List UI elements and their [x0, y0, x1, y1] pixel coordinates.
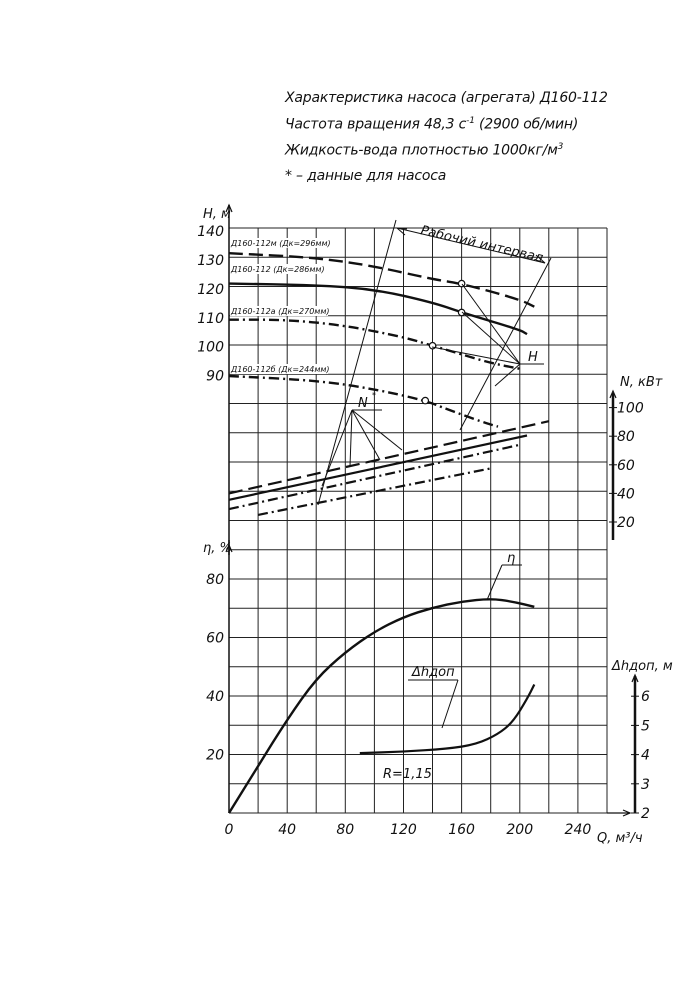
npsh-tick-label: 5 [641, 718, 650, 735]
speed-rpm: (2900 об/мин) [474, 116, 579, 133]
speed-superscript: -1 [466, 116, 475, 126]
q-tick-label: 40 [278, 822, 297, 838]
power-tick-label: 100 [617, 400, 644, 417]
power-curve-label-star: * [372, 391, 376, 400]
head-tick-label: 110 [197, 310, 224, 327]
footnote-line: * – данные для насоса [285, 168, 447, 184]
power-leader-line [350, 410, 352, 466]
head-tick-label: 140 [197, 224, 224, 241]
head-tick-label: 90 [206, 368, 224, 385]
q-tick-label: 80 [336, 822, 355, 838]
npsh-axis-label: Δhдоп, м [612, 659, 673, 674]
power-axis-label: N, кВт [620, 375, 663, 390]
power-curve [229, 421, 549, 493]
eta-curve-label: η [507, 551, 516, 566]
q-tick-label: 120 [390, 822, 417, 838]
q-tick-label: 240 [564, 822, 592, 838]
head-tick-label: 100 [197, 339, 224, 356]
npsh-tick-label: 3 [641, 776, 650, 793]
npsh-curve [360, 685, 535, 754]
speed-text: Частота вращения 48,3 с [285, 116, 467, 133]
liquid-superscript: 3 [557, 142, 564, 152]
eta-tick-label: 60 [206, 630, 224, 647]
impeller-note: R=1,15 [383, 767, 432, 782]
power-leader-line [352, 410, 380, 460]
npsh-leader-line [442, 680, 458, 728]
grid [226, 205, 639, 816]
q-tick-label: 0 [224, 822, 234, 838]
head-curve-label: Д160-112а (Дк=270мм) [231, 307, 330, 316]
duty-point-marker [422, 397, 428, 403]
head-curve [229, 253, 534, 307]
head-curve-label: Д160-112м (Дк=296мм) [231, 239, 331, 248]
eta-tick-label: 80 [206, 572, 224, 588]
q-axis-label: Q, м³/ч [597, 831, 643, 846]
eta-tick-label: 20 [206, 747, 224, 764]
power-tick-label: 40 [617, 486, 635, 503]
head-tick-label: 130 [197, 253, 224, 269]
operating-range-label: Рабочий интервал [419, 223, 545, 267]
power-tick-label: 80 [617, 429, 635, 446]
power-leader-line [352, 410, 402, 450]
liquid-text: Жидкость-вода плотностью 1000кг/м [285, 142, 558, 159]
head-axis-label: Н, м [203, 207, 231, 222]
head-curve-label: Д160-112 (Дк=286мм) [231, 265, 325, 274]
eta-axis-label: η, % [203, 541, 232, 556]
head-leader-line [432, 347, 520, 364]
efficiency-curve [229, 599, 534, 813]
duty-point-marker [458, 309, 464, 315]
power-curve-label-N: N [358, 396, 368, 411]
q-tick-label: 160 [448, 822, 475, 838]
power-tick-label: 60 [617, 457, 635, 474]
npsh-tick-label: 2 [641, 806, 650, 822]
eta-leader-line [487, 565, 502, 600]
head-curve-label-H: Н [528, 350, 538, 365]
title-line: Характеристика насоса (агрегата) Д160-112 [285, 90, 608, 106]
q-tick-label: 200 [506, 822, 534, 838]
head-curve-label: Д160-112б (Дк=244мм) [231, 365, 330, 374]
npsh-tick-label: 6 [641, 689, 650, 706]
npsh-curve-label: Δhдоп [412, 665, 455, 680]
eta-tick-label: 40 [206, 689, 224, 705]
head-tick-label: 120 [197, 281, 224, 298]
power-tick-label: 20 [617, 515, 635, 531]
npsh-tick-label: 4 [641, 747, 650, 764]
